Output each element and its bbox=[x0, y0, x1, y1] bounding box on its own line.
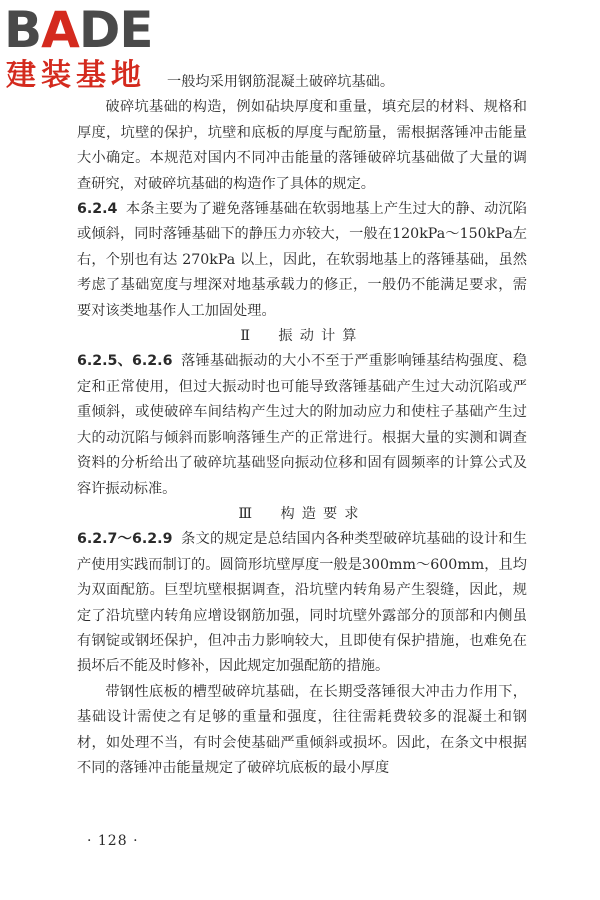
clause-text: 本条主要为了避免落锤基础在软弱地基上产生过大的静、动沉陷或倾斜，同时落锤基础下的静压力亦较大，一般在120kPa～150kPa左右，个别也有达 270kPa 以上，因此，在软弱地基上的落锤基础，虽然考虑了基础宽度与埋深对地基承载力的修正，一般仍不能满足要求，需要对该类地基作人工加固处理。 bbox=[77, 201, 527, 319]
clause-6-2-7-6-2-9 bbox=[77, 527, 527, 679]
paragraph-steel-bottom-plate: 带钢性底板的槽型破碎坑基础，在长期受落锤很大冲击力作用下，基础设计需使之有足够的重量和强度，往往需耗费较多的混凝土和钢材，如处理不当，有时会使基础严重倾斜或损坏。因此，在条文中根据不同的落锤冲击能量规定了破碎坑底板的最小厚度 bbox=[77, 683, 527, 776]
bade-logo-text: BADE bbox=[4, 1, 153, 59]
page-number: · 128 · bbox=[87, 833, 139, 849]
section-heading-vibration-calculation: Ⅱ 振动计算 bbox=[240, 328, 364, 345]
clause-6-2-5-6-2-6 bbox=[77, 349, 527, 501]
paragraph-continued: 一般均采用钢筋混凝土破碎坑基础。 bbox=[167, 74, 395, 90]
clause-text: 落锤基础振动的大小不至于严重影响锤基结构强度、稳定和正常使用，但过大振动时也可能导致落锤基础产生过大动沉陷或严重倾斜，或使破碎车间结构产生过大的附加动应力和使柱子基础产生过大的动沉陷与倾斜而影响落锤生产的正常进行。根据大量的实测和调查资料的分析给出了破碎坑基础竖向振动位移和固有圆频率的计算公式及容许振动标准。 bbox=[77, 353, 527, 497]
section-heading-construction-requirements: Ⅲ 构造要求 bbox=[238, 505, 366, 522]
clause-number: 6.2.5、6.2.6 bbox=[77, 353, 173, 370]
clause-6-2-4 bbox=[77, 197, 527, 324]
clause-number: 6.2.4 bbox=[77, 201, 118, 218]
bade-watermark-logo bbox=[4, 2, 174, 102]
clause-text: 条文的规定是总结国内各种类型破碎坑基础的设计和生产使用实践而制订的。圆筒形坑壁厚度一般是300mm～600mm，且均为双面配筋。巨型坑壁根据调查，沿坑壁内转角易产生裂缝，因此，规定了沿坑壁内转角应增设钢筋加强，同时坑壁外露部分的顶部和内侧虽有钢锭或钢坯保护，但冲击力影响较大，且即使有保护措施，也难免在损坏后不能及时修补，因此规定加强配筋的措施。 bbox=[77, 531, 527, 675]
clause-number: 6.2.7～6.2.9 bbox=[77, 531, 173, 548]
document-body bbox=[77, 70, 527, 781]
bade-logo-chinese: 建装基地 bbox=[6, 58, 146, 93]
paragraph-foundation-construction: 破碎坑基础的构造，例如砧块厚度和重量，填充层的材料、规格和厚度，坑壁的保护，坑壁和底板的厚度与配筋量，需根据落锤冲击能量大小确定。本规范对国内不同冲击能量的落锤破碎坑基础做了大量的调查研究，对破碎坑基础的构造作了具体的规定。 bbox=[77, 99, 527, 192]
